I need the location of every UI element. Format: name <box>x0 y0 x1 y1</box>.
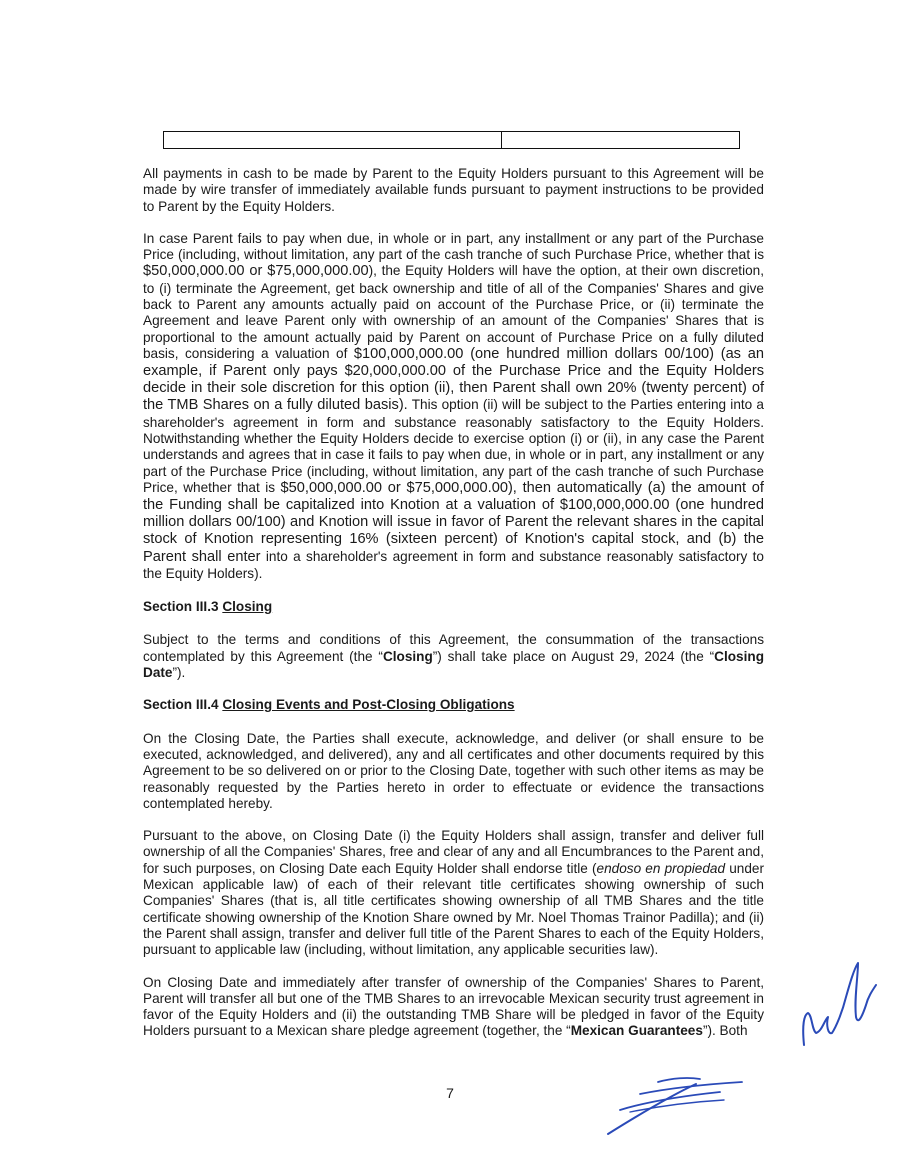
closing-text-a: Subject to the terms and conditions of this Agreement, the consummation of the transactions contemplated by this Agreement (the “ <box>143 632 764 664</box>
default-text-a: In case Parent fails to pay when due, in whole or in part, any installment or any part of the Purchase Price (including, without limitation, any part of the cash tranche of such Purchase Price, whether that is <box>143 230 764 263</box>
signature-icon <box>600 1072 750 1140</box>
closing-term: Closing <box>382 648 433 664</box>
closing-paragraph <box>143 632 764 681</box>
payments-paragraph: All payments in cash to be made by Parent to the Equity Holders pursuant to this Agreement will be made by wire transfer of immediately available funds pursuant to payment instructions to be provided to Parent by the Equity Holders. <box>143 166 764 214</box>
after-text-c: ”). Both <box>702 1023 748 1039</box>
closing-date-term: Closing Date <box>143 648 764 681</box>
mexican-guarantees-term: Mexican Guarantees <box>570 1023 703 1039</box>
table-column-divider <box>501 132 502 148</box>
pursuant-paragraph <box>143 828 764 958</box>
pursuant-italic-term: endoso en propiedad <box>596 860 726 876</box>
after-paragraph <box>143 975 764 1040</box>
table-fragment <box>163 131 740 149</box>
default-paragraph <box>143 231 764 582</box>
document-body <box>143 166 764 1056</box>
section-number-closing: Section III.3 <box>143 599 223 615</box>
section-title-closing: Closing <box>222 599 273 615</box>
default-text-d: $100,000,000.00 (one hundred million dollars 00/100) (as an example, if Parent only pays $20,000,000.00 of the Purchase Price and the Equity Holders decide in their sole discretion for this option (ii), then Parent shall own 20% (twenty percent) of the TMB Shares on a fully diluted basis). <box>143 345 764 414</box>
closing-text-e: ”). <box>172 665 186 681</box>
signature <box>600 1072 750 1140</box>
page-number: 7 <box>446 1085 454 1101</box>
pursuant-text-c: under Mexican applicable law) of each of their relevant title certificates showing ownership of such Companies' Shares (that is, all title certificates showing ownership of all TMB Shares and the title certificate showing ownership of the Knotion Share owned by Mr. Noel Thomas Trainor Padilla); and (ii) the Parent shall assign, transfer and deliver full title of the Parent Shares to each of the Equity Holders, pursuant to applicable law (including, without limitation, any applicable securities law). <box>143 860 764 958</box>
default-text-f: $50,000,000.00 or $75,000,000.00), then automatically (a) the amount of the Funding shall be capitalized into Knotion at a valuation of $100,000,000.00 (one hundred million dollars 00/100) and Knotion will issue in favor of Parent the relevant shares in the capital stock of Knotion representing 16% (sixteen percent) of Knotion's capital stock, and (b) the Parent shall enter <box>143 479 764 565</box>
default-text-g: into a shareholder's agreement in form and substance reasonably satisfactory to the Equity Holders). <box>143 548 764 581</box>
closing-text-c: ”) shall take place on August 29, 2024 (the “ <box>432 648 715 664</box>
default-text-b: $50,000,000.00 or $75,000,000.00 <box>143 263 369 280</box>
section-heading-events <box>143 697 764 713</box>
section-number-events: Section III.4 <box>143 697 223 713</box>
default-text-e: This option (ii) will be subject to the Parties entering into a shareholder's agreement in form and substance reasonably satisfactory to the Equity Holders. Notwithstanding whether the Equity Holders decide to exercise option (i) or (ii), in any case the Parent understands and agrees that in case it fails to pay when due, in whole or in part, any installment or any part of the Purchase Price (including, without limitation, any part of the cash tranche of such Purchase Price, whether that is <box>143 397 764 495</box>
after-text-a: On Closing Date and immediately after transfer of ownership of the Companies' Shares to Parent, Parent will transfer all but one of the TMB Shares to an irrevocable Mexican security trust agreement in favor of the Equity Holders and (ii) the outstanding TMB Share will be pledged in favor of the Equity Holders pursuant to a Mexican share pledge agreement (together, the “ <box>143 974 764 1039</box>
section-heading-closing <box>143 599 764 615</box>
initials-signature <box>796 955 878 1050</box>
default-text-c: ), the Equity Holders will have the option, at their own discretion, to (i) terminate the Agreement, get back ownership and title of all of the Companies' Shares and give back to Parent any amounts actually paid on account of the Purchase Price, or (ii) terminate the Agreement and leave Parent only with ownership of an amount of the Companies' Shares that is proportional to the amount actually paid by Parent on account of Purchase Price on a fully diluted basis, considering a valuation of <box>143 263 764 361</box>
section-title-events: Closing Events and Post-Closing Obligations <box>222 697 515 713</box>
pursuant-text-a: Pursuant to the above, on Closing Date (i) the Equity Holders shall assign, transfer and deliver full ownership of all the Companies' Shares, free and clear of any and all Encumbrances to the Parent and, for such purposes, on Closing Date each Equity Holder shall endorse title ( <box>143 828 764 876</box>
initials-signature-icon <box>796 955 878 1050</box>
events-paragraph: On the Closing Date, the Parties shall execute, acknowledge, and deliver (or shall ensure to be executed, acknowledged, and delivered), any and all certificates and other documents required by this Agreement to be so delivered on or prior to the Closing Date, together with such other items as may be reasonably requested by the Parties hereto in order to effectuate or evidence the transactions contemplated hereby. <box>143 730 764 811</box>
